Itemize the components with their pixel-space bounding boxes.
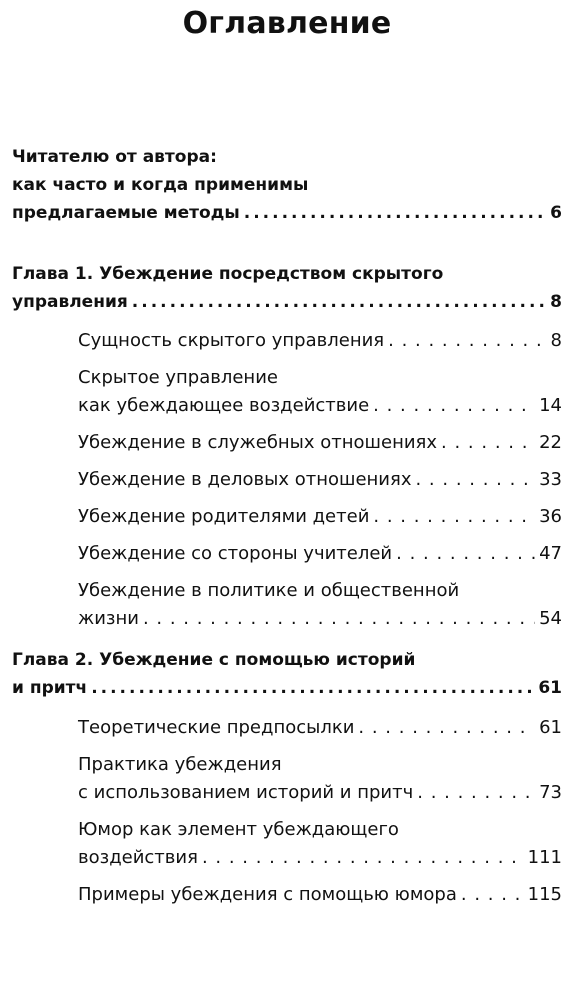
- toc-page-number: 33: [539, 469, 562, 490]
- toc-entry-chapter-2[interactable]: [12, 646, 562, 702]
- dot-leader: [91, 674, 534, 702]
- toc-page-number: 61: [538, 678, 562, 698]
- toc-page-number: 36: [539, 506, 562, 527]
- dot-leader: [417, 779, 535, 807]
- toc-entry-chapter-1[interactable]: [12, 260, 562, 316]
- dot-leader: [415, 466, 535, 494]
- table-of-contents: [12, 143, 562, 918]
- dot-leader: [461, 881, 524, 909]
- toc-section-title: жизни: [78, 608, 139, 629]
- dot-leader: [358, 714, 535, 742]
- toc-entry-line: Читателю от автора:: [12, 147, 217, 167]
- toc-section[interactable]: [78, 577, 562, 633]
- toc-section[interactable]: [78, 466, 562, 494]
- toc-section[interactable]: [78, 327, 562, 355]
- dot-leader: [373, 392, 535, 420]
- toc-page-number: 115: [527, 884, 562, 905]
- toc-entry-title: и притч: [12, 678, 88, 698]
- toc-section-line: Юмор как элемент убеждающего: [78, 819, 399, 840]
- toc-page-number: 8: [550, 330, 562, 351]
- toc-entry-line: Глава 1. Убеждение посредством скрытого: [12, 264, 444, 284]
- dot-leader: [132, 288, 546, 316]
- toc-entry-line: Глава 2. Убеждение с помощью историй: [12, 650, 416, 670]
- dot-leader: [244, 199, 546, 227]
- toc-page-number: 54: [539, 608, 562, 629]
- dot-leader: [396, 540, 535, 568]
- toc-entry-preface[interactable]: [12, 143, 562, 227]
- toc-page-number: 22: [539, 432, 562, 453]
- dot-leader: [388, 327, 546, 355]
- toc-section-line: Скрытое управление: [78, 367, 278, 388]
- toc-section-title: Убеждение в служебных отношениях: [78, 432, 438, 453]
- toc-section-title: Убеждение родителями детей: [78, 506, 370, 527]
- toc-section[interactable]: [78, 540, 562, 568]
- toc-section[interactable]: [78, 364, 562, 420]
- toc-page-number: 61: [539, 717, 562, 738]
- toc-page-number: 47: [539, 543, 562, 564]
- dot-leader: [441, 429, 535, 457]
- dot-leader: [202, 844, 524, 872]
- toc-entry-title: предлагаемые методы: [12, 203, 240, 223]
- toc-section-title: как убеждающее воздействие: [78, 395, 370, 416]
- toc-entry-title: управления: [12, 292, 128, 312]
- toc-section-line: Убеждение в политике и общественной: [78, 580, 460, 601]
- page-title: Оглавление: [182, 6, 392, 41]
- toc-section[interactable]: [78, 503, 562, 531]
- toc-section-title: с использованием историй и притч: [78, 782, 414, 803]
- toc-section-title: Убеждение в деловых отношениях: [78, 469, 412, 490]
- toc-section[interactable]: [78, 429, 562, 457]
- toc-section-line: Практика убеждения: [78, 754, 282, 775]
- toc-section-title: Примеры убеждения с помощью юмора: [78, 884, 457, 905]
- toc-section-title: воздействия: [78, 847, 198, 868]
- toc-section-title: Теоретические предпосылки: [78, 717, 355, 738]
- toc-page-number: 73: [539, 782, 562, 803]
- toc-section[interactable]: [78, 714, 562, 742]
- toc-section[interactable]: [78, 881, 562, 909]
- dot-leader: [373, 503, 535, 531]
- dot-leader: [143, 605, 535, 633]
- toc-section[interactable]: [78, 751, 562, 807]
- toc-section[interactable]: [78, 816, 562, 872]
- toc-entry-line: как часто и когда применимы: [12, 175, 309, 195]
- toc-section-title: Сущность скрытого управления: [78, 330, 385, 351]
- toc-page-number: 6: [550, 203, 562, 223]
- toc-page-number: 111: [527, 847, 562, 868]
- toc-page-number: 8: [550, 292, 562, 312]
- toc-section-title: Убеждение со стороны учителей: [78, 543, 393, 564]
- toc-page-number: 14: [539, 395, 562, 416]
